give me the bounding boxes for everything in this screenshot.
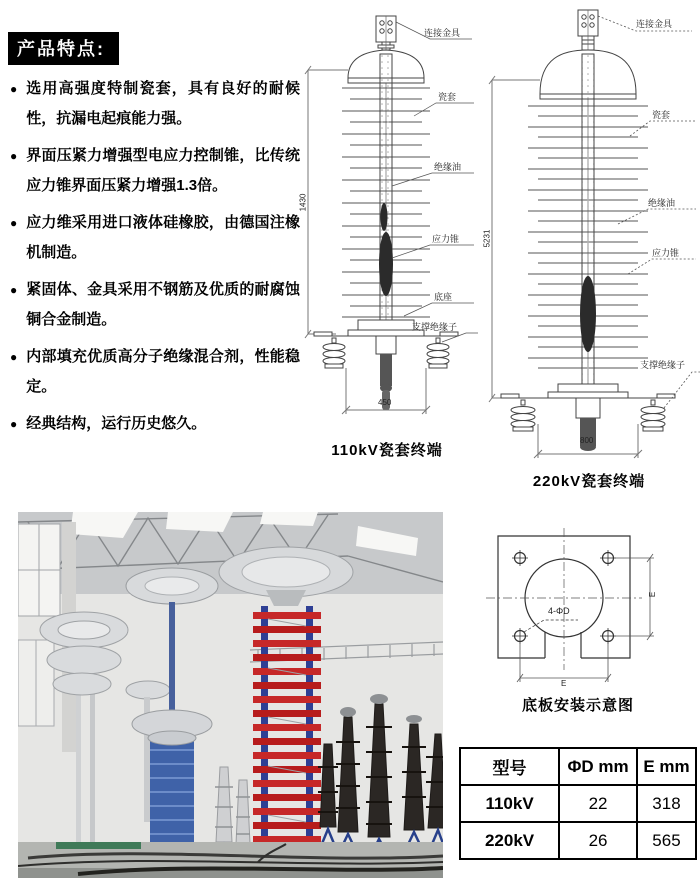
test-hall-photo — [18, 512, 443, 878]
feature-item: ● 界面压紧力增强型电应力控制锥，比传统应力锥界面压紧力增强1.3倍。 — [10, 141, 300, 201]
stress-cone — [379, 232, 393, 296]
caption-baseplate: 底板安装示意图 — [521, 697, 634, 714]
cell-phid-110kv: 22 — [559, 785, 637, 822]
cell-model-110kv: 110kV — [460, 785, 559, 822]
cell-model-220kv: 220kV — [460, 822, 559, 859]
table-row — [460, 785, 696, 822]
label-base: 底座 — [434, 292, 453, 302]
label-dim-e-bottom: E — [561, 679, 567, 688]
feature-item: ● 选用高强度特制瓷套，具有良好的耐候性，抗漏电起痕能力强。 — [10, 74, 300, 134]
height-dimension — [305, 66, 348, 338]
bullet-icon: ● — [10, 82, 18, 96]
cell-e-220kv: 565 — [637, 822, 696, 859]
col-header-phi-d: ΦD mm — [559, 748, 637, 785]
bullet-icon: ● — [10, 417, 18, 431]
hole-leader — [524, 620, 578, 632]
dim-width-110: 450 — [378, 398, 392, 407]
termination-drawing-220kv — [478, 6, 700, 466]
cell-phid-220kv: 26 — [559, 822, 637, 859]
label-support-insulator: 支撑绝缘子 — [412, 322, 458, 332]
dim-width-220: 800 — [580, 436, 594, 445]
baseplate-drawing — [478, 526, 678, 694]
baseplate-diagram — [478, 526, 678, 694]
feature-item: ● 内部填充优质高分子绝缘混合剂，性能稳定。 — [10, 342, 300, 402]
feature-item: ● 经典结构，运行历史悠久。 — [10, 409, 300, 439]
features-list — [10, 74, 300, 446]
stress-cone — [580, 276, 596, 352]
height-dimension — [489, 76, 540, 402]
label-hole-spec: 4-ΦD — [548, 606, 570, 616]
feature-item: ● 应力维采用进口液体硅橡胶，由德国注橡机制造。 — [10, 208, 300, 268]
base-assembly — [501, 384, 675, 398]
label-dim-e-right: E — [648, 591, 658, 598]
cell-e-110kv: 318 — [637, 785, 696, 822]
bullet-icon: ● — [10, 149, 18, 163]
spec-table — [459, 747, 697, 860]
bullet-icon: ● — [10, 283, 18, 297]
label-support-insulator: 支撑绝缘子 — [640, 360, 686, 370]
caption-110kv: 110kV瓷套终端 — [331, 442, 443, 459]
table-row — [460, 822, 696, 859]
caption-220kv: 220kV瓷套终端 — [532, 473, 646, 490]
label-insulating-oil: 绝缘油 — [648, 198, 676, 208]
center-lines — [486, 528, 642, 670]
col-header-model: 型号 — [460, 748, 559, 785]
bullet-icon: ● — [10, 216, 18, 230]
label-insulating-oil: 绝缘油 — [434, 162, 462, 172]
feature-item: ● 紧固体、金具采用不钢筋及优质的耐腐蚀铜合金制造。 — [10, 275, 300, 335]
dim-height-220: 5231 — [482, 229, 492, 248]
termination-drawing-110kv — [296, 12, 478, 432]
bullet-icon: ● — [10, 350, 18, 364]
label-stress-cone: 应力锥 — [432, 234, 460, 244]
label-connection-fitting: 连接金具 — [424, 28, 461, 38]
col-header-e: E mm — [637, 748, 696, 785]
diagram-110kv-termination — [296, 12, 478, 467]
hall-floor — [18, 842, 443, 878]
spec-table-header-row — [460, 748, 696, 785]
diagram-220kv-termination — [478, 6, 700, 493]
dim-height-110: 1430 — [298, 193, 308, 212]
label-porcelain-sleeve: 瓷套 — [652, 110, 671, 120]
features-title: 产品特点: — [8, 32, 119, 65]
label-stress-cone: 应力锥 — [652, 248, 680, 258]
label-porcelain-sleeve: 瓷套 — [438, 92, 457, 102]
label-connection-fitting: 连接金具 — [636, 19, 673, 29]
